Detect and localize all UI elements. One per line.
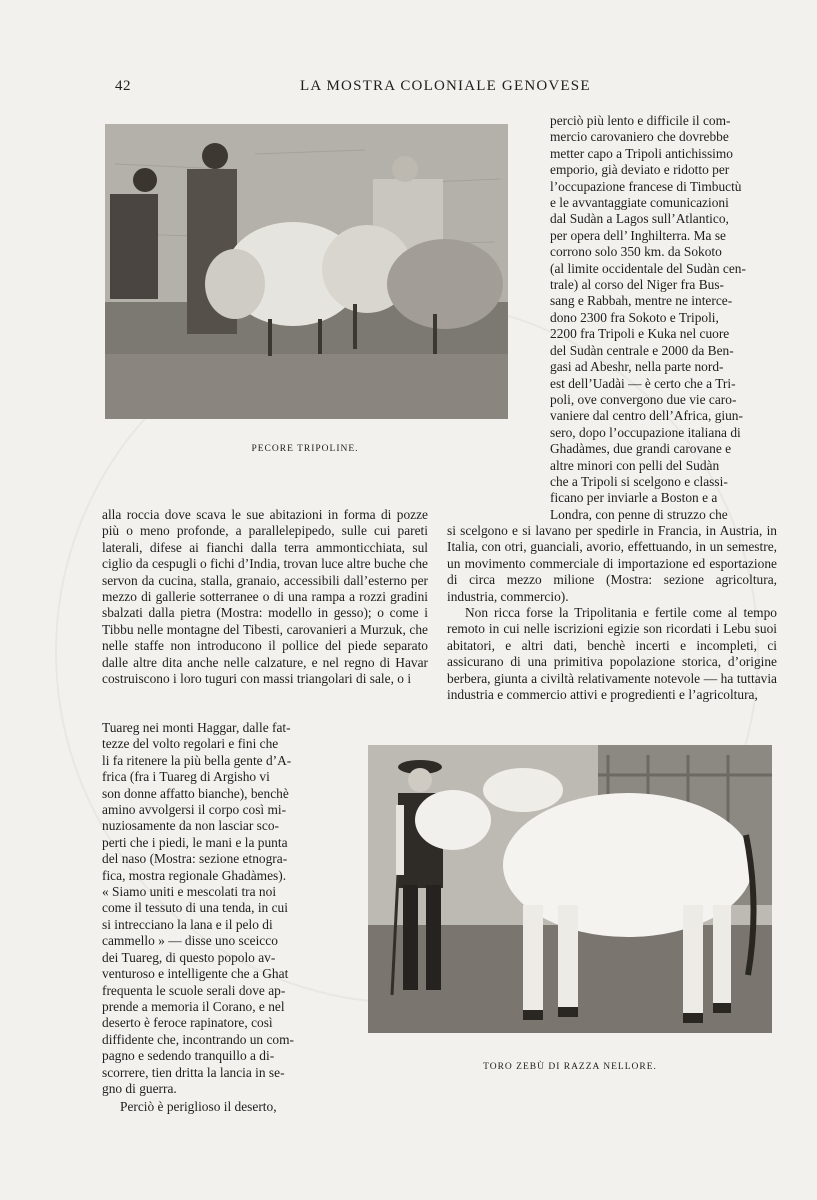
text-line: gasi ad Abeshr, nella parte nord- — [550, 359, 724, 375]
text-line: scorrere, tien dritta la lancia in se- — [102, 1064, 285, 1080]
text-line: perti che i piedi, le mani e la punta — [102, 834, 288, 850]
text-line: trale) al corso del Niger fra Bus- — [550, 277, 725, 293]
text-line: mercio carovaniero che dovrebbe — [550, 129, 729, 145]
text-line: pagno e sedendo tranquillo a di- — [102, 1048, 275, 1064]
text-line: Londra, con penne di struzzo che — [550, 506, 728, 522]
text-line: corrono solo 350 km. da Sokoto — [550, 244, 722, 260]
text-line: metter capo a Tripoli antichissimo — [550, 145, 733, 161]
text-line: 2200 fra Tripoli e Kuka nel cuore — [550, 326, 730, 342]
text-line: deserto è feroce rapinatore, così — [102, 1015, 273, 1031]
text-line: son donne affatto bianche), benchè — [102, 785, 289, 801]
text-line: gno di guerra. — [102, 1080, 177, 1096]
text-line: si intrecciano la lana e il pelo di — [102, 916, 273, 932]
text-line: prende a memoria il Corano, e nel — [102, 998, 285, 1014]
text-line: ficano per inviarle a Boston e a — [550, 490, 718, 506]
text-line: venturoso e intelligente che a Ghat — [102, 966, 289, 982]
text-line: emporio, già deviato e ridotto per — [550, 162, 730, 178]
paragraph: si scelgono e si lavano per spedirle in Francia, in Austria, in Italia, con otri, guanciali, avorio, effettuando, in un semestre, un movimento commerciale di importazione ed esportazione di circa mezzo milione (Mostra: sezione agricoltura, industria, commercio). — [447, 523, 777, 604]
text-line: li fa ritenere la più bella gente d’A- — [102, 752, 292, 768]
text-line: del Sudàn centrale e 2000 da Ben- — [550, 342, 734, 358]
text-line: come il tessuto di una tenda, in cui — [102, 900, 288, 916]
sheep-photo — [105, 124, 508, 419]
text-line: l’occupazione francese di Timbuctù — [550, 178, 742, 194]
text-line: amino avvolgersi il corpo così mi- — [102, 802, 287, 818]
text-line: e le avvantaggiate comunicazioni — [550, 195, 729, 211]
running-title: LA MOSTRA COLONIALE GENOVESE — [300, 78, 591, 94]
sheep-caption: PECORE TRIPOLINE. — [251, 444, 359, 454]
page-number: 42 — [115, 78, 131, 94]
text-line: sang e Rabbah, mentre ne interce- — [550, 293, 733, 309]
text-line: poli, ove convergono due vie caro- — [550, 391, 737, 407]
right-column-middle — [447, 523, 777, 703]
left-column-wide — [102, 507, 428, 687]
text-line: nuziosamente da non lasciar sco- — [102, 818, 279, 834]
zebu-photo — [368, 745, 772, 1033]
text-line: frica (fra i Tuareg di Argisho vi — [102, 769, 270, 785]
text-line: del naso (Mostra: sezione etnogra- — [102, 851, 288, 867]
text-line: dal Sudàn a Lagos sull’Atlantico, — [550, 211, 729, 227]
text-line: « Siamo uniti e mescolati tra noi — [102, 884, 277, 900]
text-line: perciò più lento e difficile il com- — [550, 113, 731, 128]
text-line: per opera dell’ Inghilterra. Ma se — [550, 227, 726, 243]
right-column-top — [550, 113, 777, 523]
text-line: sero, dopo l’occupazione italiana di — [550, 424, 741, 440]
text-line: vaniere dal centro dell’Africa, giun- — [550, 408, 743, 424]
zebu-caption: TORO ZEBÙ DI RAZZA NELLORE. — [483, 1062, 657, 1072]
paragraph: Non ricca forse la Tripolitania e fertile come al tempo remoto in cui nelle iscrizioni egizie son ricordati i Lebu suoi abitatori, e altri dati, benchè incerti e incompleti, ci assicurano di una primitiva popolazione storica, d’origine berbera, giunta a civiltà relativamente notevole — ha tuttavia industria e commercio attivi e progredienti e l’agricoltura, — [447, 605, 777, 703]
paragraph: alla roccia dove scava le sue abitazioni in forma di pozze più o meno profonde, a parallelepipedo, sulle cui pareti laterali, difese ai fianchi dalla terra ammonticchiata, sul ciglio da cespugli o fichi d’India, trovan luce altre buche che servon da cucina, stalla, granaio, accessibili dall’esterno per mezzo di gallerie sotterranee o di una rampa a rozzi gradini sbalzati dalla pietra (Mostra: modello in gesso); o come i Tibbu nelle montagne del Tibesti, carovanieri a Murzuk, che nelle staffe non introducono il pollice del piede separato dalle altre dita anche nelle calzature, e nel regno di Havar costruiscono i loro tuguri con massi triangolari di sale, o i — [102, 507, 428, 687]
text-line: Perciò è periglioso il deserto, — [120, 1099, 277, 1115]
text-line: diffidente che, incontrando un com- — [102, 1031, 294, 1047]
text-line: altre minori con pelli del Sudàn — [550, 457, 720, 473]
text-line: Tuareg nei monti Haggar, dalle fat- — [102, 720, 291, 735]
text-line: tezze del volto regolari e fini che — [102, 736, 279, 752]
text-line: est dell’Uadài — è certo che a Tri- — [550, 375, 736, 391]
text-line: dono 2300 fra Sokoto e Tripoli, — [550, 309, 719, 325]
text-line: dei Tuareg, di questo popolo av- — [102, 949, 276, 965]
left-column-narrow — [102, 720, 328, 1116]
text-line: (al limite occidentale del Sudàn cen- — [550, 260, 746, 276]
text-line: che a Tripoli si scelgono e classi- — [550, 473, 728, 489]
text-line: frequenta le scuole serali dove ap- — [102, 982, 286, 998]
text-line: cammello » — disse uno sceicco — [102, 933, 278, 949]
text-line: Ghadàmes, due grandi carovane e — [550, 441, 732, 457]
text-line: fica, mostra regionale Ghadàmes). — [102, 867, 287, 883]
